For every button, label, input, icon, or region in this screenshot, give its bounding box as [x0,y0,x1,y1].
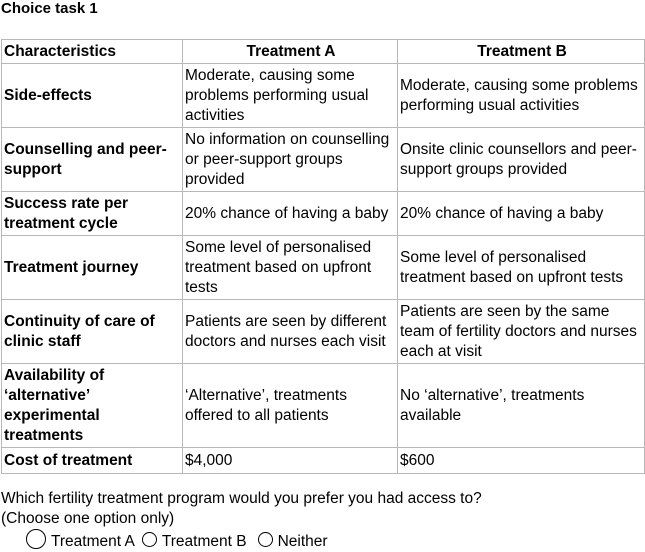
row-label: Availability of ‘alternative’ experimental treatments [2,364,183,448]
row-label: Treatment journey [2,236,183,300]
option-neither[interactable] [258,532,328,552]
row-label: Counselling and peer-support [2,128,183,192]
cell-treatment-b: No ‘alternative’, treatments available [398,364,645,448]
table-header-row [2,40,645,64]
question [1,489,482,529]
cell-treatment-a: Some level of personalised treatment based on upfront tests [183,236,398,300]
table-row-continuity [2,300,645,364]
option-label: Treatment A [51,533,135,550]
cell-treatment-a: $4,000 [183,448,398,474]
table-row-cost [2,448,645,474]
cell-treatment-b: Some level of personalised treatment based on upfront tests [398,236,645,300]
cell-treatment-a: ‘Alternative’, treatments offered to all patients [183,364,398,448]
option-label: Treatment B [161,533,247,550]
cell-treatment-b: $600 [398,448,645,474]
answer-options [26,532,328,552]
cell-treatment-b: 20% chance of having a baby [398,192,645,236]
cell-treatment-b: Moderate, causing some problems performing usual activities [398,64,645,128]
header-characteristics: Characteristics [2,40,183,64]
question-text: Which fertility treatment program would you prefer you had access to? [1,490,482,507]
row-label: Cost of treatment [2,448,183,474]
cell-treatment-a: 20% chance of having a baby [183,192,398,236]
row-label: Continuity of care of clinic staff [2,300,183,364]
question-instruction: (Choose one option only) [1,510,175,527]
table-row-counselling [2,128,645,192]
option-treatment-b[interactable] [142,532,247,552]
row-label: Side-effects [2,64,183,128]
table-row-success-rate [2,192,645,236]
cell-treatment-a: No information on counselling or peer-support groups provided [183,128,398,192]
cell-treatment-b: Onsite clinic counsellors and peer-support groups provided [398,128,645,192]
option-treatment-a[interactable] [26,532,135,552]
table-row-side-effects [2,64,645,128]
choice-task-title: Choice task 1 [1,0,98,17]
radio-button-treatment-b[interactable] [142,532,157,547]
option-label: Neither [277,533,328,550]
header-treatment-a: Treatment A [183,40,398,64]
radio-button-neither[interactable] [258,532,273,547]
table-row-alternative [2,364,645,448]
choice-table [1,39,645,474]
cell-treatment-b: Patients are seen by the same team of fertility doctors and nurses each at visit [398,300,645,364]
cell-treatment-a: Patients are seen by different doctors and nurses each visit [183,300,398,364]
cell-treatment-a: Moderate, causing some problems performing usual activities [183,64,398,128]
table-row-treatment-journey [2,236,645,300]
radio-button-treatment-a[interactable] [26,529,46,549]
row-label: Success rate per treatment cycle [2,192,183,236]
header-treatment-b: Treatment B [398,40,645,64]
